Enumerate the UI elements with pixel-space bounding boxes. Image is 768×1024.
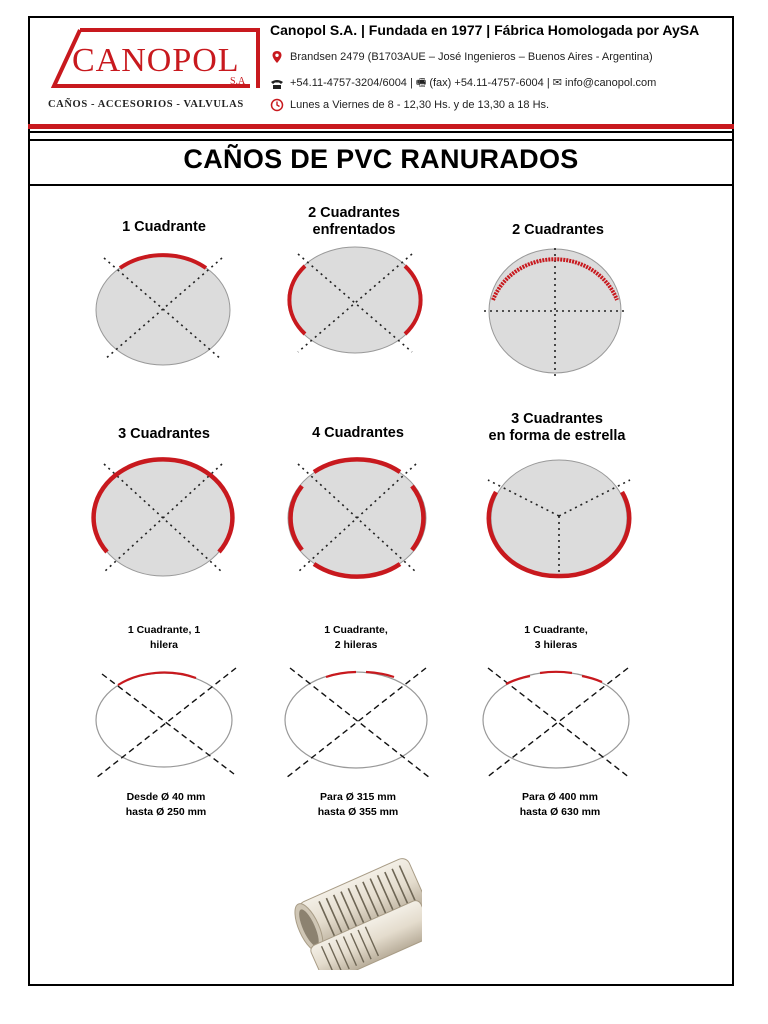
range-3-hileras: Para Ø 400 mm hasta Ø 630 mm — [519, 791, 601, 818]
contact-row — [270, 74, 656, 93]
hours-row — [270, 98, 549, 112]
label-3-cuadrantes: 3 Cuadrantes — [118, 426, 210, 442]
range-1-hilera: Desde Ø 40 mm hasta Ø 250 mm — [125, 791, 207, 818]
label-3-cuadrantes-estrella: 3 Cuadrantes en forma de estrella — [488, 411, 626, 444]
diagram-1-hilera — [92, 662, 240, 782]
diagram-2-cuadrantes-enfrentados — [280, 248, 430, 368]
title-rule-bottom — [28, 184, 734, 186]
label-2-cuadrantes: 2 Cuadrantes — [512, 222, 604, 238]
company-line: Canopol S.A. | Fundada en 1977 | Fábrica Homologada por AySA — [270, 22, 700, 38]
label-2-hileras: 1 Cuadrante, 2 hileras — [324, 624, 388, 651]
address-text: Brandsen 2479 (B1703AUE – José Ingenieros – Buenos Aires - Argentina) — [290, 51, 653, 63]
label-1-cuadrante: 1 Cuadrante — [122, 219, 206, 235]
label-3-hileras: 1 Cuadrante, 3 hileras — [524, 624, 588, 651]
header-rule-black — [28, 131, 734, 133]
location-pin-icon — [270, 50, 284, 64]
diagram-4-cuadrantes — [282, 452, 432, 582]
clock-icon — [270, 98, 284, 112]
company-tagline: CAÑOS - ACCESORIOS - VALVULAS — [48, 99, 244, 110]
label-2-cuadrantes-enfrentados: 2 Cuadrantes enfrentados — [308, 205, 400, 238]
slotted-pipe-photo — [286, 852, 422, 970]
diagram-2-hileras — [282, 662, 432, 782]
diagram-3-cuadrantes — [90, 452, 240, 582]
header-rule-red — [28, 124, 734, 129]
label-1-hilera: 1 Cuadrante, 1 hilera — [127, 624, 201, 651]
range-2-hileras: Para Ø 315 mm hasta Ø 355 mm — [317, 791, 399, 818]
page-title: CAÑOS DE PVC RANURADOS — [183, 144, 579, 174]
diagram-3-cuadrantes-estrella — [484, 452, 634, 582]
logo-sa: S.A — [230, 76, 246, 87]
diagram-2-cuadrantes — [480, 242, 630, 378]
company-logo — [50, 26, 260, 98]
address-row — [270, 50, 653, 64]
phone-icon — [270, 77, 284, 91]
logo-text: CANOPOL — [72, 42, 240, 79]
hours-text: Lunes a Viernes de 8 - 12,30 Hs. y de 13,30 a 18 Hs. — [290, 99, 550, 111]
contact-text[interactable]: +54.11-4757-3204/6004 | 🖷 (fax) +54.11-4757-6004 | ✉ info@canopol.com — [290, 77, 657, 89]
diagram-1-cuadrante — [90, 248, 240, 368]
label-4-cuadrantes: 4 Cuadrantes — [312, 425, 404, 441]
diagram-3-hileras — [478, 662, 634, 782]
title-rule-top — [28, 139, 734, 141]
